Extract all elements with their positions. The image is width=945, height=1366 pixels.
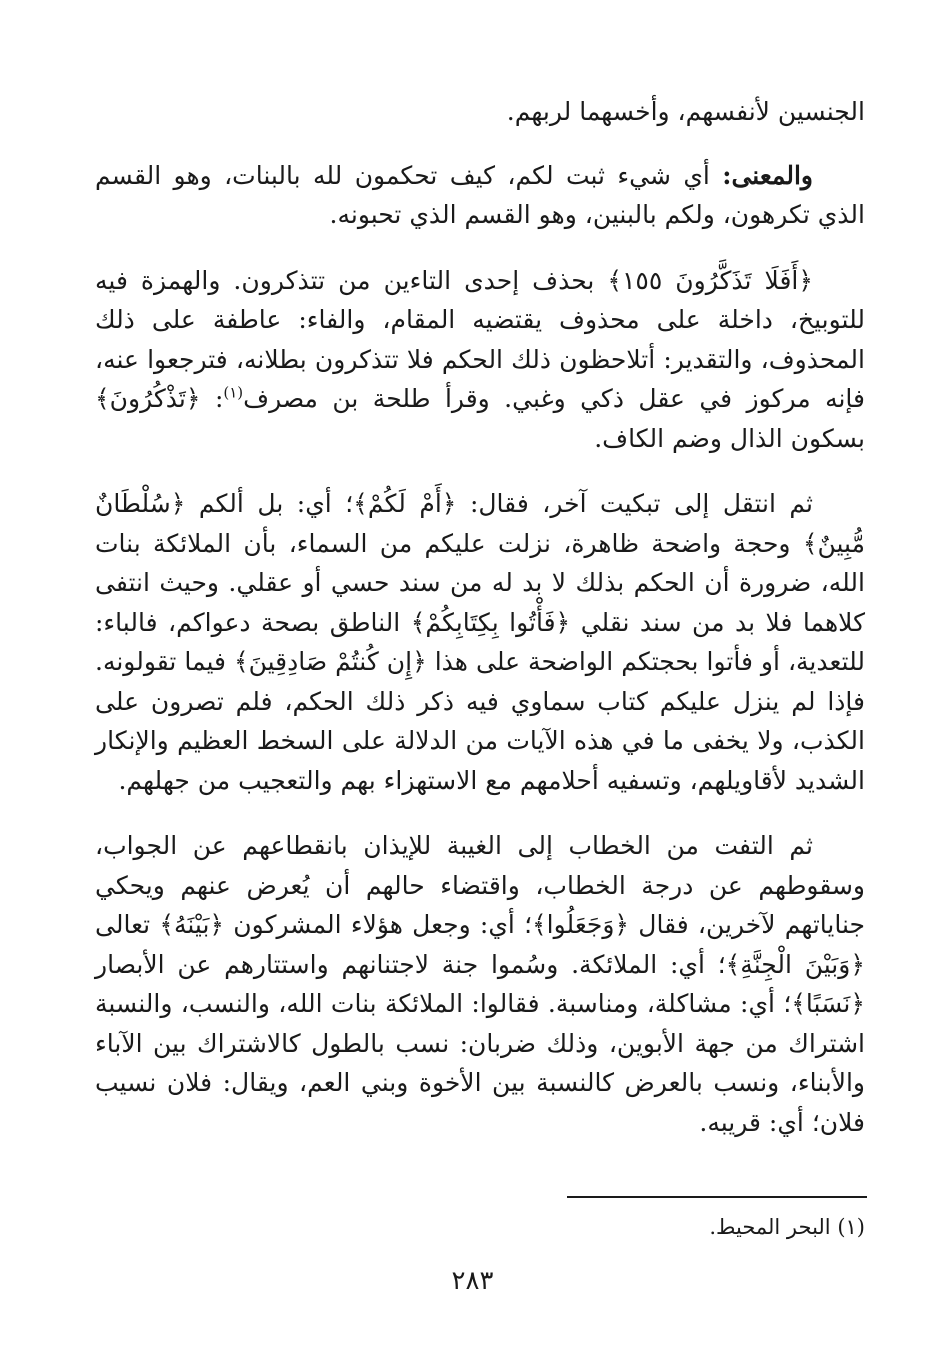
- footnote: (١) البحر المحيط.: [709, 1215, 865, 1239]
- paragraph-4: [95, 484, 865, 800]
- paragraph-3-text: ﴿أَفَلَا تَذَكَّرُونَ ١٥٥﴾ بحذف إحدى التاءين من تتذكرون. والهمزة فيه للتوبيخ، داخلة على محذوف يقتضيه المقام، والفاء: عاطفة على ذلك المحذوف، والتقدير: أتلاحظون ذلك الحكم فلا تتذكرون بطلانه، فترجعوا عنه، فإنه مركوز في عقل ذكي وغبي. وقرأ طلحة بن مصرف: [95, 265, 866, 413]
- paragraph-5: [95, 826, 865, 1142]
- paragraph-3: [95, 261, 865, 459]
- paragraph-1-text: الجنسين لأنفسهم، وأخسهما لربهم.: [506, 97, 865, 126]
- paragraph-4-text: ثم انتقل إلى تبكيت آخر، فقال: ﴿أَمْ لَكُمْ﴾؛ أي: بل ألكم ﴿سُلْطَانٌ مُّبِينٌ﴾ وحجة واضحة ظاهرة، نزلت عليكم من السماء، بأن الملائكة بنات الله، ضرورة أن الحكم بذلك لا بد له من سند حسي أو عقلي. وحيث انتفى كلاهما فلا بد من سند نقلي ﴿فَأْتُوا بِكِتَابِكُمْ﴾ الناطق بصحة دعواكم، فالباء: للتعدية، أو فأتوا بحجتكم الواضحة على هذا ﴿إِن كُنتُمْ صَادِقِينَ﴾ فيما تقولونه. فإذا لم ينزل عليكم كتاب سماوي فيه ذكر ذلك الحكم، فلم تصرون على الكذب، ولا يخفى ما في هذه الآيات من الدلالة على السخط العظيم والإنكار الشديد لأقاويلهم، وتسفيه أحلامهم مع الاستهزاء بهم والتعجيب من جهلهم.: [95, 489, 865, 795]
- footnote-divider: [567, 1196, 867, 1198]
- paragraph-5-text: ثم التفت من الخطاب إلى الغيبة للإيذان بانقطاعهم عن الجواب، وسقوطهم عن درجة الخطاب، واقتضاء حالهم أن يُعرض عنهم ويحكي جناياتهم لآخرين، فقال ﴿وَجَعَلُوا﴾؛ أي: وجعل هؤلاء المشركون ﴿بَيْنَهُ﴾ تعالى ﴿وَبَيْنَ الْجِنَّةِ﴾؛ أي: الملائكة. وسُموا جنة لاجتنانهم واستتارهم عن الأبصار ﴿نَسَبًا﴾؛ أي: مشاكلة، ومناسبة. فقالوا: الملائكة بنات الله، والنسب، والنسبة اشتراك من جهة الأبوين، وذلك ضربان: نسب بالطول كالاشتراك بين الآباء والأبناء، ونسب بالعرض كالنسبة بين الأخوة وبني العم، ويقال: فلان نسيب فلان؛ أي: قريبه.: [95, 831, 865, 1137]
- paragraph-3-tail: : ﴿تَذْكُرُونَ﴾ بسكون الذال وضم الكاف.: [95, 384, 865, 453]
- footnote-reference: (١): [223, 383, 244, 402]
- paragraph-2: [95, 156, 865, 235]
- page-number: ٢٨٣: [451, 1266, 494, 1296]
- paragraph-2-lead: والمعنى:: [722, 160, 813, 190]
- paragraph-1: [95, 92, 865, 132]
- paragraph-2-text: أي شيء ثبت لكم، كيف تحكمون لله بالبنات، وهو القسم الذي تكرهون، ولكم بالبنين، وهو القسم الذي تحبونه.: [95, 160, 865, 229]
